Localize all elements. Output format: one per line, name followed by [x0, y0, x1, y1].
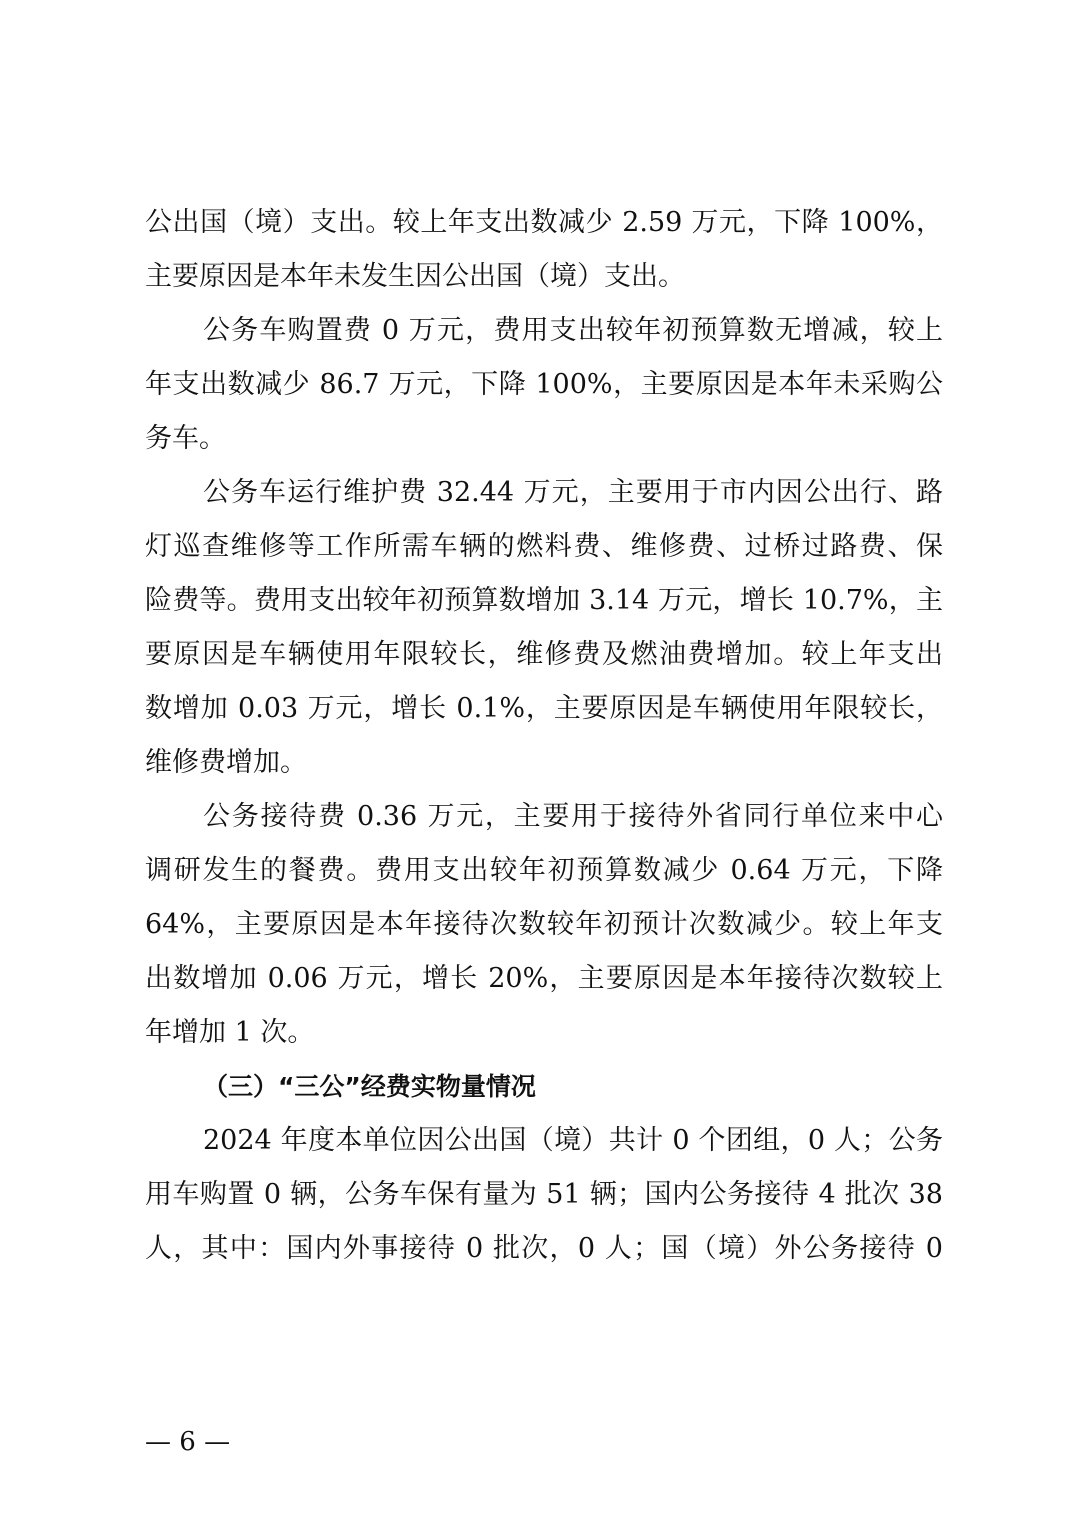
text-line: 主要原因是本年未发生因公出国（境）支出。 [145, 261, 685, 292]
section-heading: （三）“三公”经费实物量情况 [203, 1072, 536, 1101]
text-line: 用车购置 0 辆，公务车保有量为 51 辆；国内公务接待 4 批次 38 [145, 1179, 943, 1210]
text-line: 维修费增加。 [145, 747, 307, 778]
text-line: 人，其中：国内外事接待 0 批次，0 人；国（境）外公务接待 0 [145, 1233, 943, 1264]
text-line: 出数增加 0.06 万元，增长 20%，主要原因是本年接待次数较上 [145, 963, 943, 994]
text-line: 年增加 1 次。 [145, 1017, 315, 1048]
text-line: 灯巡查维修等工作所需车辆的燃料费、维修费、过桥过路费、保 [145, 531, 943, 562]
text-line: 公务车购置费 0 万元，费用支出较年初预算数无增减，较上 [203, 315, 943, 346]
text-line: 数增加 0.03 万元，增长 0.1%，主要原因是车辆使用年限较长， [145, 693, 943, 724]
text-line: 64%，主要原因是本年接待次数较年初预计次数减少。较上年支 [145, 909, 943, 940]
text-line: 年支出数减少 86.7 万元，下降 100%，主要原因是本年未采购公 [145, 369, 943, 400]
body-text [145, 196, 943, 1276]
text-line: 公务车运行维护费 32.44 万元，主要用于市内因公出行、路 [203, 477, 943, 508]
text-line: 公务接待费 0.36 万元，主要用于接待外省同行单位来中心 [203, 801, 943, 832]
text-line: 公出国（境）支出。较上年支出数减少 2.59 万元，下降 100%， [145, 207, 943, 238]
text-line: 险费等。费用支出较年初预算数增加 3.14 万元，增长 10.7%，主 [145, 585, 943, 616]
text-line: 2024 年度本单位因公出国（境）共计 0 个团组，0 人；公务 [203, 1125, 943, 1156]
text-line: 要原因是车辆使用年限较长，维修费及燃油费增加。较上年支出 [145, 639, 943, 670]
page-number: — 6 — [145, 1427, 231, 1457]
text-line: 调研发生的餐费。费用支出较年初预算数减少 0.64 万元，下降 [145, 855, 943, 886]
text-line: 务车。 [145, 423, 226, 454]
